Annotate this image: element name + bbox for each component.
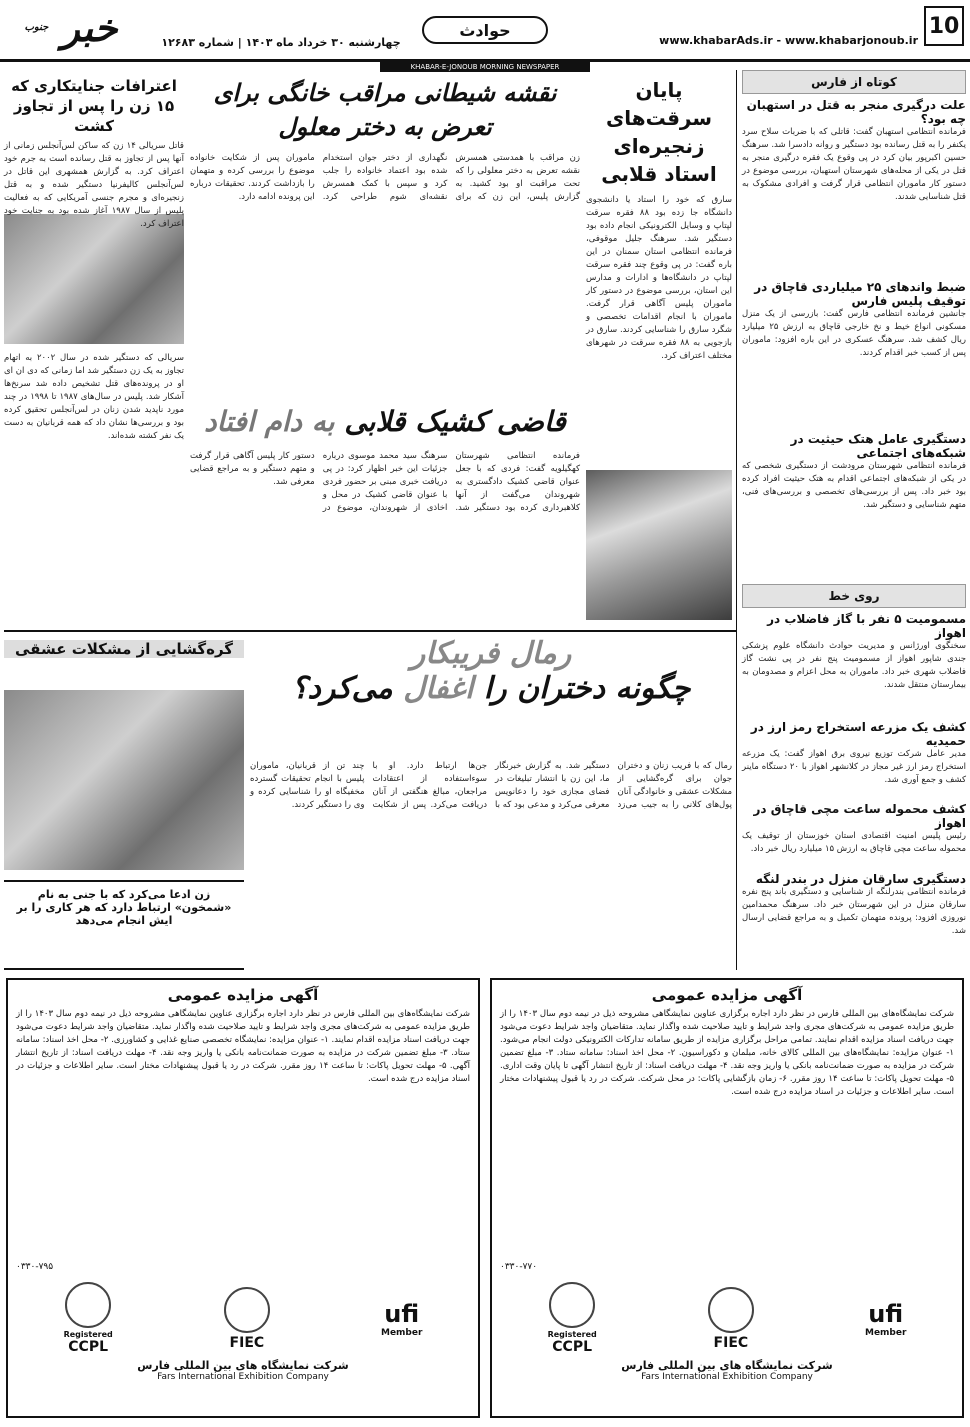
news-item	[742, 432, 966, 580]
ccpl-badge-icon	[65, 1282, 111, 1328]
story-fake-judge	[190, 400, 580, 625]
ccpl-logo	[64, 1282, 113, 1355]
story-serial-killer-cont: سریالی که دستگیر شده در سال ۲۰۰۲ به اتهام تجاوز به یک زن دستگیر شد اما زمانی که دی ان ای او در پرونده‌های قتل تشخیص داده شد سرنخ‌ها آشکار شد. پلیس در سال‌های ۱۹۸۷ تا ۱۹۹۸ در چند مورد ناپدید شدن زنان در لس‌آنجلس تحقیق کرده بود و بررسی‌ها نشان داد که همه قربانیان به دست یک نفر کشته شده‌اند.	[4, 353, 185, 441]
ccpl-top: Registered	[63, 1330, 113, 1339]
right-column	[742, 70, 966, 970]
story-title-rest: به دام افتاد	[204, 405, 335, 438]
news-item-title: دستگیری عامل هتک حیثیت در شبکه‌های اجتماعی	[790, 432, 966, 460]
fortune-teller-photo	[4, 690, 244, 870]
news-item-title: علت درگیری منجر به قتل در استهبان چه بود؟	[746, 98, 966, 126]
fiec-logo	[708, 1287, 754, 1351]
news-item	[742, 802, 966, 870]
ufi-text: ufi	[868, 1299, 904, 1328]
headline-part-b: اغفال	[403, 671, 474, 706]
ad-title: آگهی مزایده عمومی	[167, 986, 319, 1004]
story-fortune-teller	[250, 636, 732, 716]
auction-ad-left	[6, 978, 480, 1418]
headline-line2	[250, 671, 732, 706]
news-item	[742, 720, 966, 800]
company-name-fa: شرکت نمایشگاه های بین المللی فارس	[137, 1359, 349, 1372]
story-text: رمال که با فریب زنان و دختران جوان برای گره‌گشایی از مشکلات عشقی و خانوادگی آنان پول‌های کلانی را به جیب می‌زد دستگیر شد. به گزارش خبرنگار ما، این زن با انتشار تبلیغات در فضای مجازی خود را دعانویس معرفی می‌کرد و مدعی بود که با جن‌ها ارتباط دارد. او با سوءاستفاده از اعتقادات مراجعان، مبالغ هنگفتی از آنان دریافت می‌کرد. پس از شکایت چند تن از قربانیان، ماموران پلیس با انجام تحقیقات گسترده مخفیگاه او را شناسایی کرده و وی را دستگیر کردند.	[250, 761, 732, 810]
news-item-title: کشف محموله ساعت مچی قاچاق در اهواز	[753, 802, 966, 830]
story-text: زن مراقب با همدستی همسرش نقشه تعرض به دختر معلولی را که تحت مراقبت او بود کشید. به گزارش پلیس، این زن که برای نگهداری از دختر جوان استخدام شده بود اعتماد خانواده را جلب کرد و سپس با کمک همسرش نقشه‌ای شوم طراحی کرد. ماموران پس از شکایت خانواده موضوع را بررسی کرده و متهمان را بازداشت کردند. تحقیقات درباره این پرونده ادامه دارد.	[190, 153, 580, 202]
side-title: گره‌گشایی از مشکلات عشقی	[4, 640, 244, 658]
news-item-title: مسمومیت ۵ نفر با گاز فاضلاب در اهواز	[767, 612, 966, 640]
company-name-en: Fars International Exhibition Company	[641, 1372, 813, 1382]
ad-body: شرکت نمایشگاه‌های بین المللی فارس در نظر دارد اجاره برگزاری عناوین نمایشگاهی مشروحه ذیل در نیمه دوم سال ۱۴۰۳ را از طریق مزایده عمومی به شرکت‌های مجری واجد شرایط و تایید صلاحیت شده واگذار نماید. متقاضیان واجد شرایط دعوت می‌شود جهت دریافت اسناد مزایده اقدام نمایند. ۱- عنوان مزایده: نمایشگاه تخصصی صنایع غذایی و کشاورزی. ۲- محل اخذ اسناد: سامانه ستاد. ۳- مبلغ تضمین شرکت در مزایده به صورت ضمانت‌نامه بانکی یا واریز وجه نقد. ۴- مهلت دریافت اسناد: از تاریخ انتشار آگهی. ۵- مهلت تحویل پاکات: تا ساعت ۱۴ روز مقرر. شرکت در رد یا قبول پیشنهادات مختار است. سایر اطلاعات و جزئیات در اسناد مزایده درج شده است.	[16, 1009, 470, 1084]
news-item-title: ضبط واندهای ۲۵ میلیاردی قاچاق در توقیف پلیس فارس	[754, 280, 966, 308]
ccpl-top: Registered	[547, 1330, 597, 1339]
english-strip: KHABAR-E-JONOUB MORNING NEWSPAPER	[380, 62, 590, 72]
handcuffs-photo	[586, 470, 732, 620]
ufi-logo	[865, 1300, 906, 1338]
company-name-fa: شرکت نمایشگاه های بین المللی فارس	[621, 1359, 833, 1372]
story-title-main: قاضی کشیک قلابی	[344, 405, 566, 438]
story-title: نقشه شیطانی مراقب خانگی برای تعرض به دختر معلول	[213, 79, 557, 141]
fiec-swirl-icon	[708, 1287, 754, 1333]
ccpl-badge-icon	[549, 1282, 595, 1328]
ad-logos	[8, 1282, 478, 1355]
logo-subtext: جنوب	[24, 22, 49, 33]
column-divider	[736, 70, 737, 970]
news-item-text: فرمانده انتظامی استهبان گفت: قاتلی که با ضربات سلاح سرد یکنفر را به قتل رسانده بود دستگیر و روانه دادسرا شد. سرهنگ حسین اکبرپور بیان کرد در پی وقوع یک فقره درگیری منجر به قتل در یکی از محله‌های شهرستان استهبان، بررسی موضوع در دستور کار ماموران انتظامی قرار گرفت و افرادی مشکوک به قتل شناسایی شدند.	[742, 127, 966, 202]
fiec-text: FIEC	[713, 1334, 749, 1351]
story-caretaker-plot	[190, 76, 580, 446]
page-number: 10	[924, 6, 964, 46]
news-item	[742, 98, 966, 276]
headline-part-a: چگونه دختران را	[483, 671, 691, 706]
fiec-text: FIEC	[229, 1334, 265, 1351]
story-title: پایان سرقت‌های زنجیره‌ای استاد قلابی	[601, 78, 717, 186]
ad-code: ۰۳۳۰-۷۷۰	[500, 1262, 538, 1272]
newspaper-logo	[6, 4, 136, 52]
fiec-swirl-icon	[224, 1287, 270, 1333]
roy-khat-heading: روی خط	[742, 584, 966, 608]
news-item-text: رئیس پلیس امنیت اقتصادی استان خوزستان از توقیف یک محموله ساعت مچی قاچاق به ارزش ۱۵ میلیارد ریال خبر داد.	[742, 831, 966, 854]
news-item	[742, 612, 966, 718]
ufi-sub: Member	[864, 1327, 907, 1338]
news-item-text: فرمانده انتظامی بندرلنگه از شناسایی و دستگیری باند پنج نفره سارقان منزل در این شهرستان خبر داد. سرهنگ محمدامین نوروزی افزود: پرونده متهمان تکمیل و به مراجع قضایی ارسال شد.	[742, 887, 966, 936]
kotah-heading: کوتاه از فارس	[742, 70, 966, 94]
story-text: قاتل سریالی ۱۴ زن که ساکن لس‌آنجلس زمانی از آنها پس از تجاوز به قتل رسانده است به جرم خود اعتراف کرد. به گزارش همشهری این قاتل در لس‌آنجلس کالیفرنیا دستگیر شده و به قتل زنجیره‌ای و مجرم جنسی آمریکایی که به فعالیت پلیس از سال ۱۹۸۷ آغاز شده بود به جنایت خود اعتراف کرد.	[4, 141, 184, 229]
ad-title: آگهی مزایده عمومی	[651, 986, 803, 1004]
courtroom-photo	[4, 214, 184, 344]
ufi-text: ufi	[384, 1299, 420, 1328]
pull-quote: زن ادعا می‌کرد که با جنی به نام «شمخون» ارتباط دارد که هر کاری را بر ایش انجام می‌دهد	[4, 880, 244, 970]
news-item-title: کشف یک مزرعه استخراج رمز ارز در حمیدیه	[750, 720, 966, 748]
story-text: سارق که خود را استاد یا دانشجوی دانشگاه جا زده بود ۸۸ فقره سرقت لپتاپ و وسایل الکترونیکی انجام داده بود دستگیر شد. سرهنگ جلیل موقوفی، فرمانده انتظامی استان سمنان در این باره گفت: در پی وقوع چند فقره سرقت لپتاپ در دانشگاه‌ها و ادارات و مدارس این استان، بررسی موضوع در دستور کار ماموران پلیس آگاهی قرار گرفت. ماموران با انجام اقدامات تخصصی و شگرد سارق را شناسایی کردند. سارق در بازجویی به ۸۸ فقره سرقت در شهرهای مختلف اعتراف کرد.	[586, 195, 733, 361]
story-fortune-side	[4, 640, 244, 680]
website-url[interactable]: www.khabarAds.ir - www.khabarjonoub.ir	[659, 34, 918, 47]
news-item	[742, 280, 966, 428]
auction-ad-right	[490, 978, 964, 1418]
ccpl-logo	[548, 1282, 597, 1355]
ad-logos	[492, 1282, 962, 1355]
date-issue: چهارشنبه ۳۰ خرداد ماه ۱۴۰۳ | شماره ۱۲۶۸۳	[161, 36, 401, 49]
company-name-en: Fars International Exhibition Company	[157, 1372, 329, 1382]
story-text: فرمانده انتظامی شهرستان کهگیلویه گفت: فردی که با جعل عنوان قاضی کشیک دادگستری به شهروندان می‌گفت از آنها کلاهبرداری کرده بود دستگیر شد. سرهنگ سید محمد موسوی درباره جزئیات این خبر اظهار کرد: در پی دریافت خبری مبنی بر حضور فردی با عنوان قاضی کشیک در محل و اخاذی از شهروندان، موضوع در دستور کار پلیس آگاهی قرار گرفت و متهم دستگیر و به مراجع قضایی معرفی شد.	[190, 451, 580, 513]
ad-code: ۰۳۳۰-۷۹۵	[16, 1262, 54, 1272]
fiec-logo	[224, 1287, 270, 1351]
news-item-text: سخنگوی اورژانس و مدیریت حوادث دانشگاه علوم پزشکی جندی شاپور اهواز از مسمومیت پنج نفر در پی نشت گاز فاضلاب شهری خبر داد. ماموران به محل اعزام و مصدومان به بیمارستان منتقل شدند.	[742, 641, 966, 690]
logo-text: خبر	[61, 5, 118, 50]
news-item-title: دستگیری سارقان منزل در بندر لنگه	[755, 872, 966, 886]
section-title: حوادث	[422, 16, 548, 44]
headline-line1: رمال فریبکار	[410, 636, 572, 671]
story-stolen-laptops	[586, 76, 732, 486]
headline-part-c: می‌کرد؟	[291, 671, 393, 706]
ccpl-text: CCPL	[552, 1339, 593, 1355]
ufi-logo	[381, 1300, 422, 1338]
news-item	[742, 872, 966, 938]
news-item-text: جانشین فرمانده انتظامی فارس گفت: بازرسی از یک منزل مسکونی انواع خیط و نخ خارجی قاچاق به ارزش ۲۵ میلیارد ریال کشف شد. سرهنگ عسکری در این باره افزود: ماموران پس از کسب خبر اقدام کردند.	[742, 309, 966, 358]
section-divider	[4, 630, 736, 632]
ad-body: شرکت نمایشگاه‌های بین المللی فارس در نظر دارد اجاره برگزاری عناوین نمایشگاهی مشروحه ذیل در نیمه دوم سال ۱۴۰۳ را از طریق مزایده عمومی به شرکت‌های مجری واجد شرایط و تایید صلاحیت شده واگذار نماید. متقاضیان واجد شرایط دعوت می‌شود جهت دریافت اسناد مزایده اقدام نمایند. تمامی مراحل برگزاری مزایده از طریق سامانه تدارکات الکترونیکی دولت انجام می‌شود. ۱- عنوان مزایده: نمایشگاه‌های بین المللی کالای خانه، مبلمان و دکوراسیون. ۲- محل اخذ اسناد: سامانه ستاد. ۳- مبلغ تضمین شرکت در مزایده به صورت ضمانت‌نامه بانکی یا واریز وجه نقد. ۴- مهلت دریافت اسناد: از تاریخ انتشار آگهی تا پایان وقت اداری. ۵- مهلت تحویل پاکات: تا ساعت ۱۴ روز مقرر. ۶- زمان بازگشایی پاکات: در محل شرکت. شرکت در رد یا قبول پیشنهادات مختار است. سایر اطلاعات و جزئیات در اسناد مزایده درج شده است.	[500, 1009, 954, 1097]
story-serial-killer	[4, 76, 184, 346]
ufi-sub: Member	[380, 1327, 423, 1338]
news-item-text: فرمانده انتظامی شهرستان مرودشت از دستگیری شخصی که در یکی از شبکه‌های اجتماعی اقدام به هتک حیثیت افراد کرده بود خبر داد. پس از بررسی‌های تخصصی و بررسی‌های فنی، متهم شناسایی و دستگیر شد.	[742, 461, 966, 510]
ccpl-text: CCPL	[68, 1339, 109, 1355]
story-title: اعترافات جنایتکاری که ۱۵ زن را پس از تجاوز کشت	[11, 77, 177, 135]
story-title	[190, 400, 580, 444]
news-item-text: مدیر عامل شرکت توزیع نیروی برق اهواز گفت: یک مزرعه استخراج رمز ارز غیر مجاز در کلانشهر اهواز با ۲۰ دستگاه ماینر کشف و جمع آوری شد.	[742, 749, 966, 785]
masthead	[0, 0, 970, 62]
